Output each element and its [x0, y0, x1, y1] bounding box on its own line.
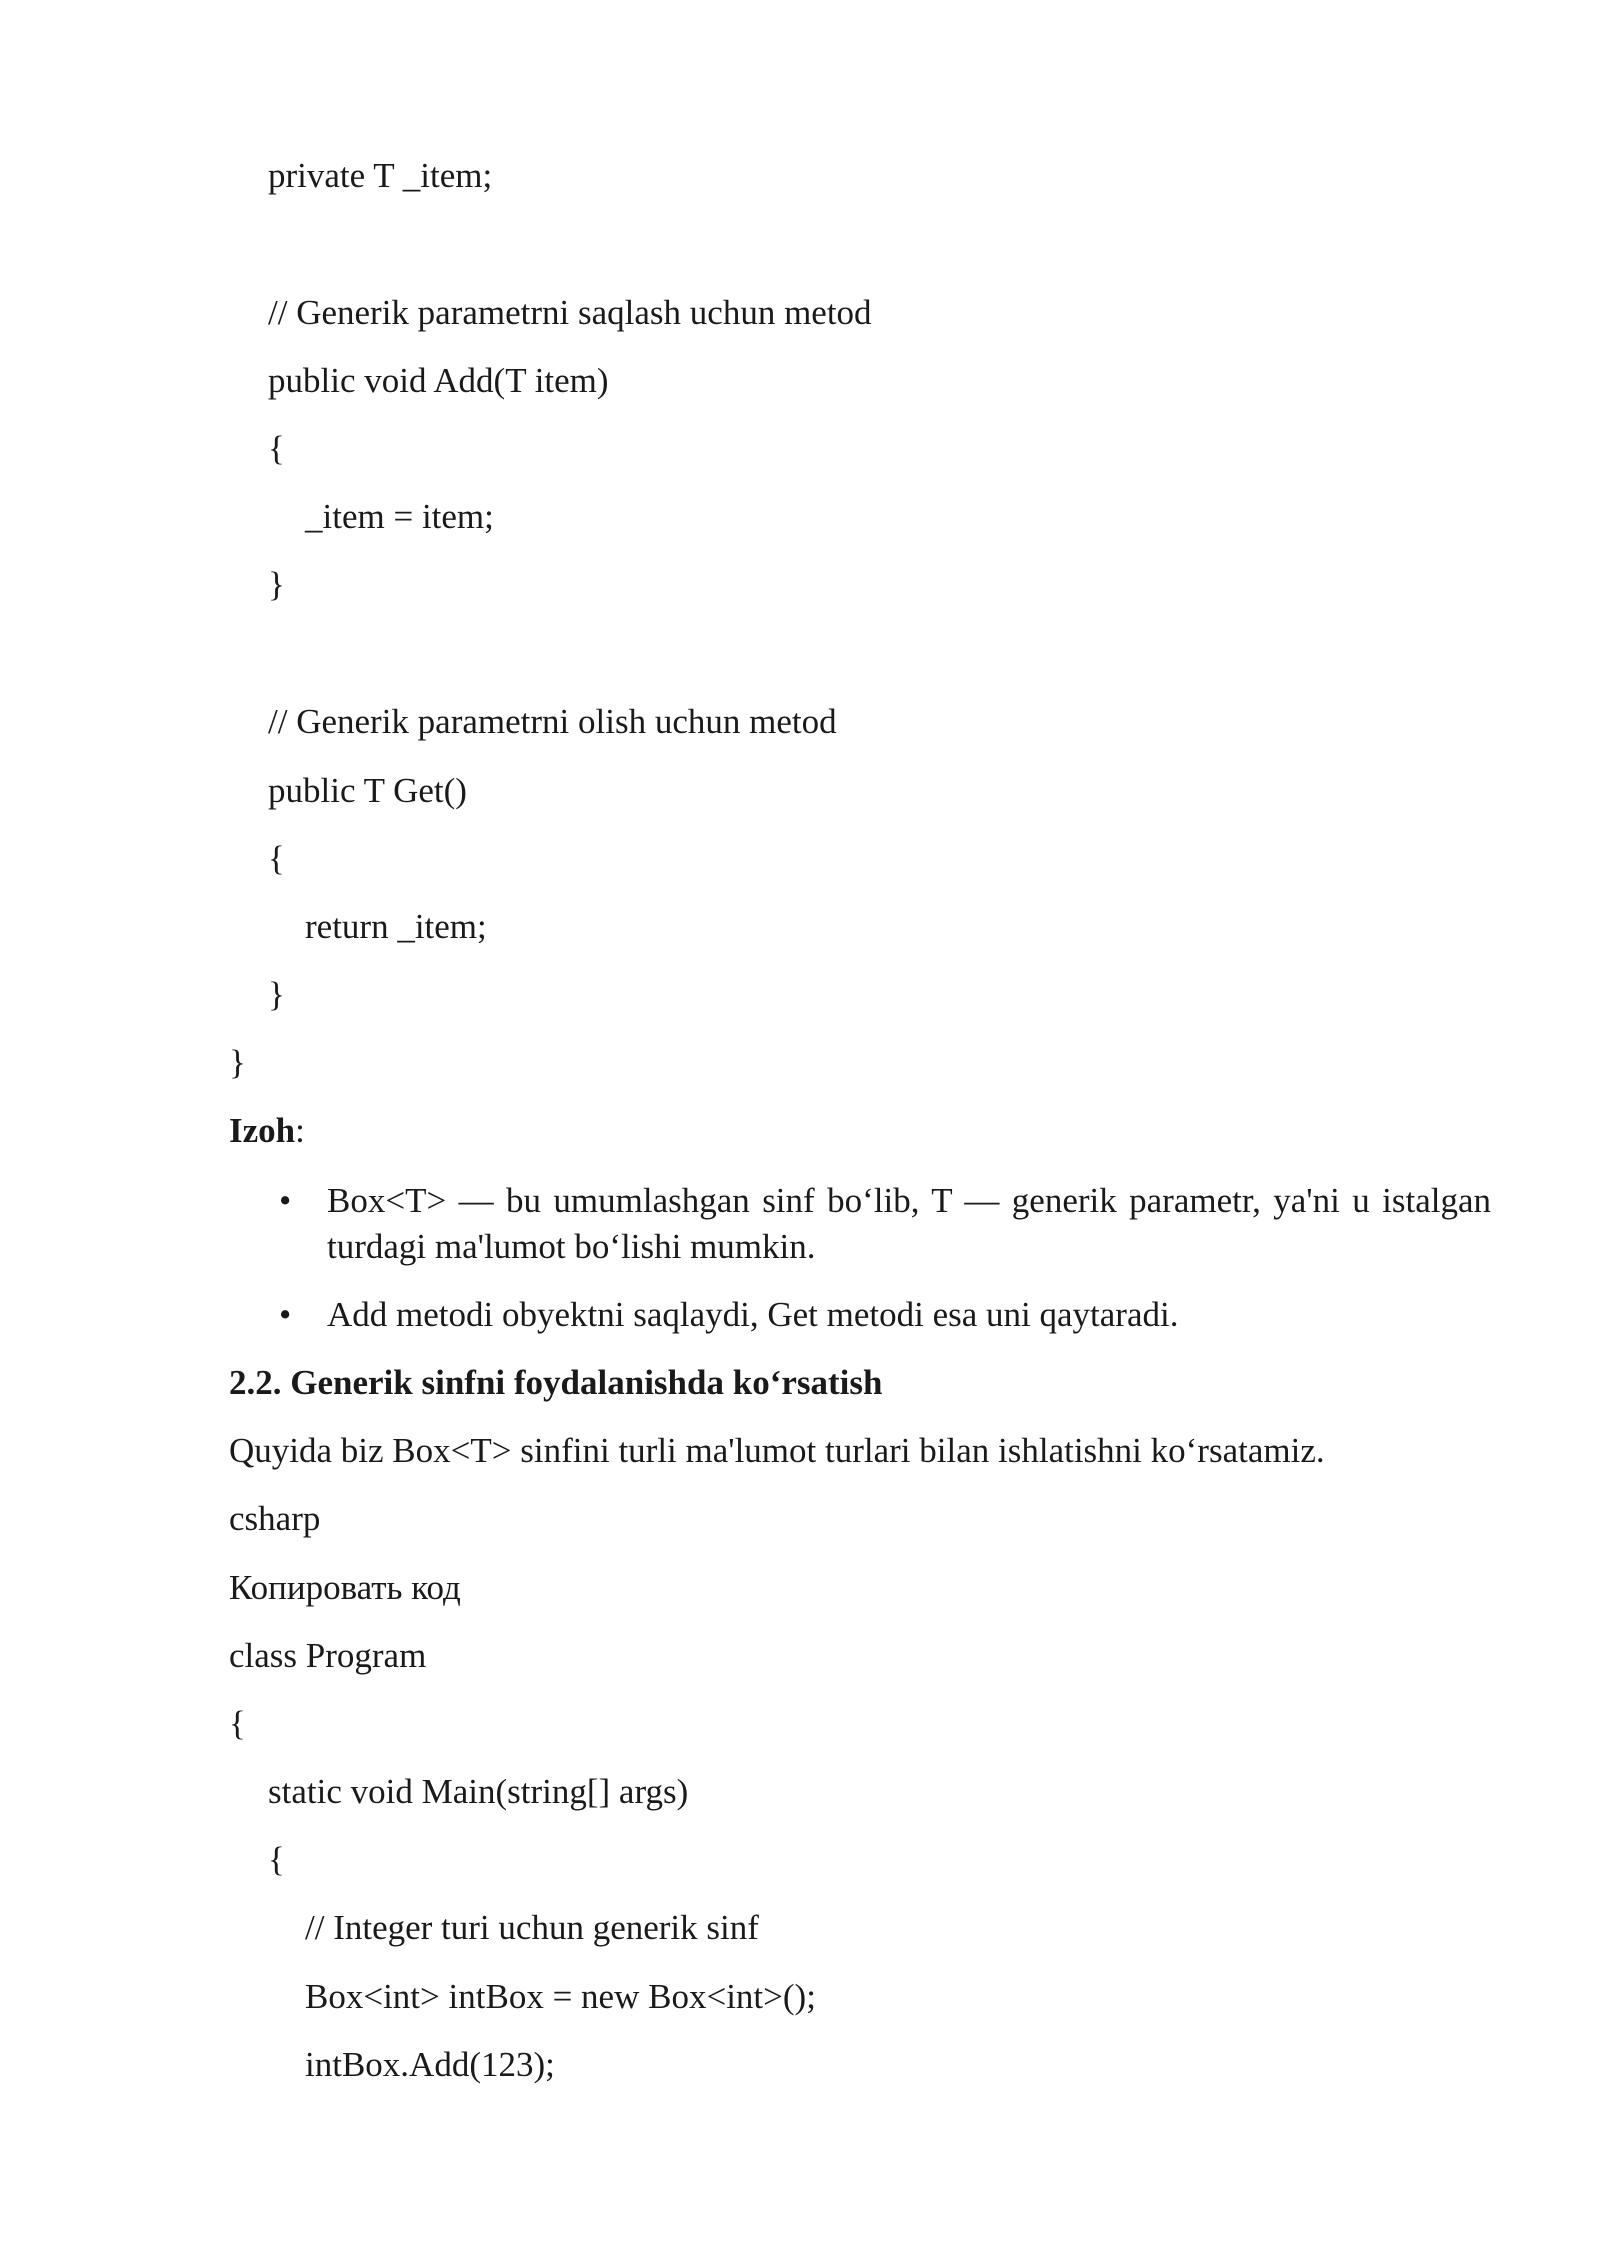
list-item: [229, 1292, 1491, 1338]
code-main-signature: static void Main(string[] args): [268, 1772, 689, 1811]
bullet-text: Add metodi obyektni saqlaydi, Get metodi esa uni qaytaradi.: [327, 1295, 1179, 1334]
bullet-icon: •: [279, 1181, 292, 1220]
note-label: Izoh: [229, 1111, 296, 1150]
note-colon: :: [295, 1111, 305, 1150]
code-add-open-brace: {: [268, 429, 285, 468]
section-heading: 2.2. Generik sinfni foydalanishda ko‘rsatish: [229, 1363, 883, 1402]
code-comment-int: // Integer turi uchun generik sinf: [305, 1908, 759, 1947]
note-bullet-list: [229, 1178, 1491, 1338]
code-class-open-brace: {: [229, 1704, 246, 1743]
code-get-body: return _item;: [305, 907, 487, 946]
code-class-declaration: class Program: [229, 1636, 427, 1675]
copy-code-button[interactable]: Копировать код: [229, 1568, 461, 1607]
section-intro: Quyida biz Box<T> sinfini turli ma'lumot turlari bilan ishlatishni ko‘rsatamiz.: [229, 1431, 1325, 1470]
bullet-icon: •: [279, 1295, 292, 1334]
note-heading: [229, 1109, 305, 1153]
code-add-body: _item = item;: [305, 497, 494, 536]
code-get-open-brace: {: [268, 839, 285, 878]
list-item: [229, 1178, 1491, 1270]
bullet-text: Box<T> — bu umumlashgan sinf bo‘lib, T — generik parametr, ya'ni u istalgan turdagi ma'lumot bo‘lishi mumkin.: [327, 1181, 1491, 1266]
code-main-open-brace: {: [268, 1840, 285, 1879]
code-class-close-brace: }: [229, 1043, 246, 1082]
code-line-field: private T _item;: [268, 156, 493, 195]
code-int-add: intBox.Add(123);: [305, 2045, 555, 2084]
code-language-label: csharp: [229, 1499, 321, 1538]
code-get-close-brace: }: [268, 975, 285, 1014]
code-comment-get: // Generik parametrni olish uchun metod: [268, 702, 837, 741]
code-get-signature: public T Get(): [268, 771, 467, 810]
code-int-declaration: Box<int> intBox = new Box<int>();: [305, 1977, 816, 2016]
code-add-close-brace: }: [268, 565, 285, 604]
code-comment-add: // Generik parametrni saqlash uchun metod: [268, 293, 872, 332]
code-add-signature: public void Add(T item): [268, 361, 609, 400]
